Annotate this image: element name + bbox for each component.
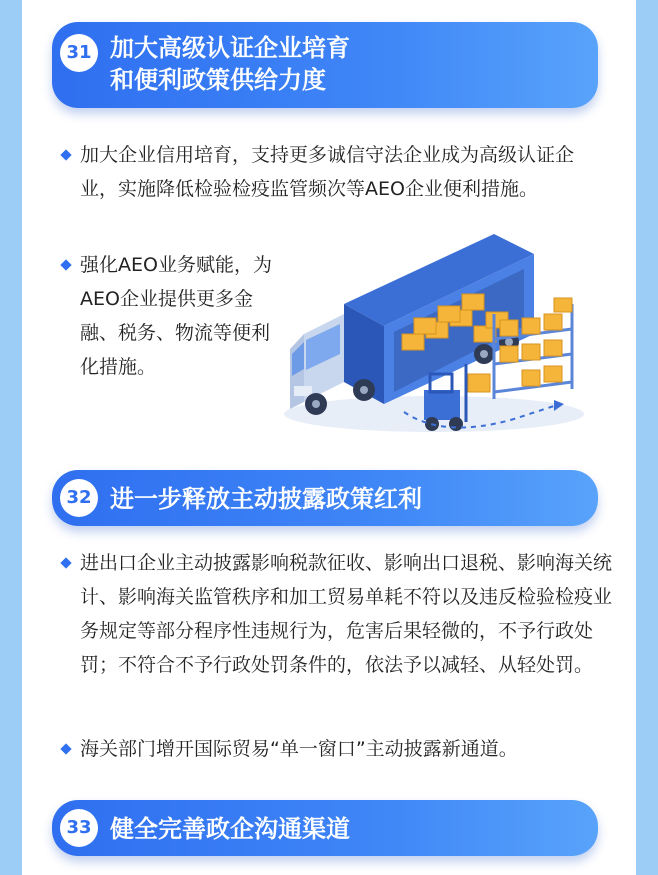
- section-number-badge: 31: [60, 34, 98, 72]
- section-title: [110, 32, 350, 96]
- section-title: [110, 813, 350, 845]
- section-32-banner: [52, 470, 598, 526]
- section-title-line: 和便利政策供给力度: [110, 66, 326, 94]
- section-number-badge: 32: [60, 479, 98, 517]
- section-title-line: 加大高级认证企业培育: [110, 34, 350, 62]
- list-item: 进出口企业主动披露影响税款征收、影响出口退税、影响海关统计、影响海关监管秩序和加工贸易单耗不符以及违反检验检疫业务规定等部分程序性违规行为，危害后果轻微的，不予行政处罚；不符合不予行政处罚条件的，依法予以减轻、从轻处罚。: [80, 552, 613, 676]
- list-item: 强化AEO业务赋能，为AEO企业提供更多金融、税务、物流等便利化措施。: [80, 254, 272, 378]
- section-31-banner: [52, 22, 598, 108]
- list-item: 海关部门增开国际贸易“单一窗口”主动披露新通道。: [80, 738, 518, 760]
- truck-forklift-warehouse-illustration: [284, 214, 624, 450]
- list-item: 加大企业信用培育，支持更多诚信守法企业成为高级认证企业，实施降低检验检疫监管频次等AEO企业便利措施。: [80, 144, 575, 200]
- section-title: [110, 483, 422, 515]
- section-title-line: 健全完善政企沟通渠道: [110, 815, 350, 843]
- section-33-banner: [52, 800, 598, 856]
- section-title-line: 进一步释放主动披露政策红利: [110, 485, 422, 513]
- section-number-badge: 33: [60, 809, 98, 847]
